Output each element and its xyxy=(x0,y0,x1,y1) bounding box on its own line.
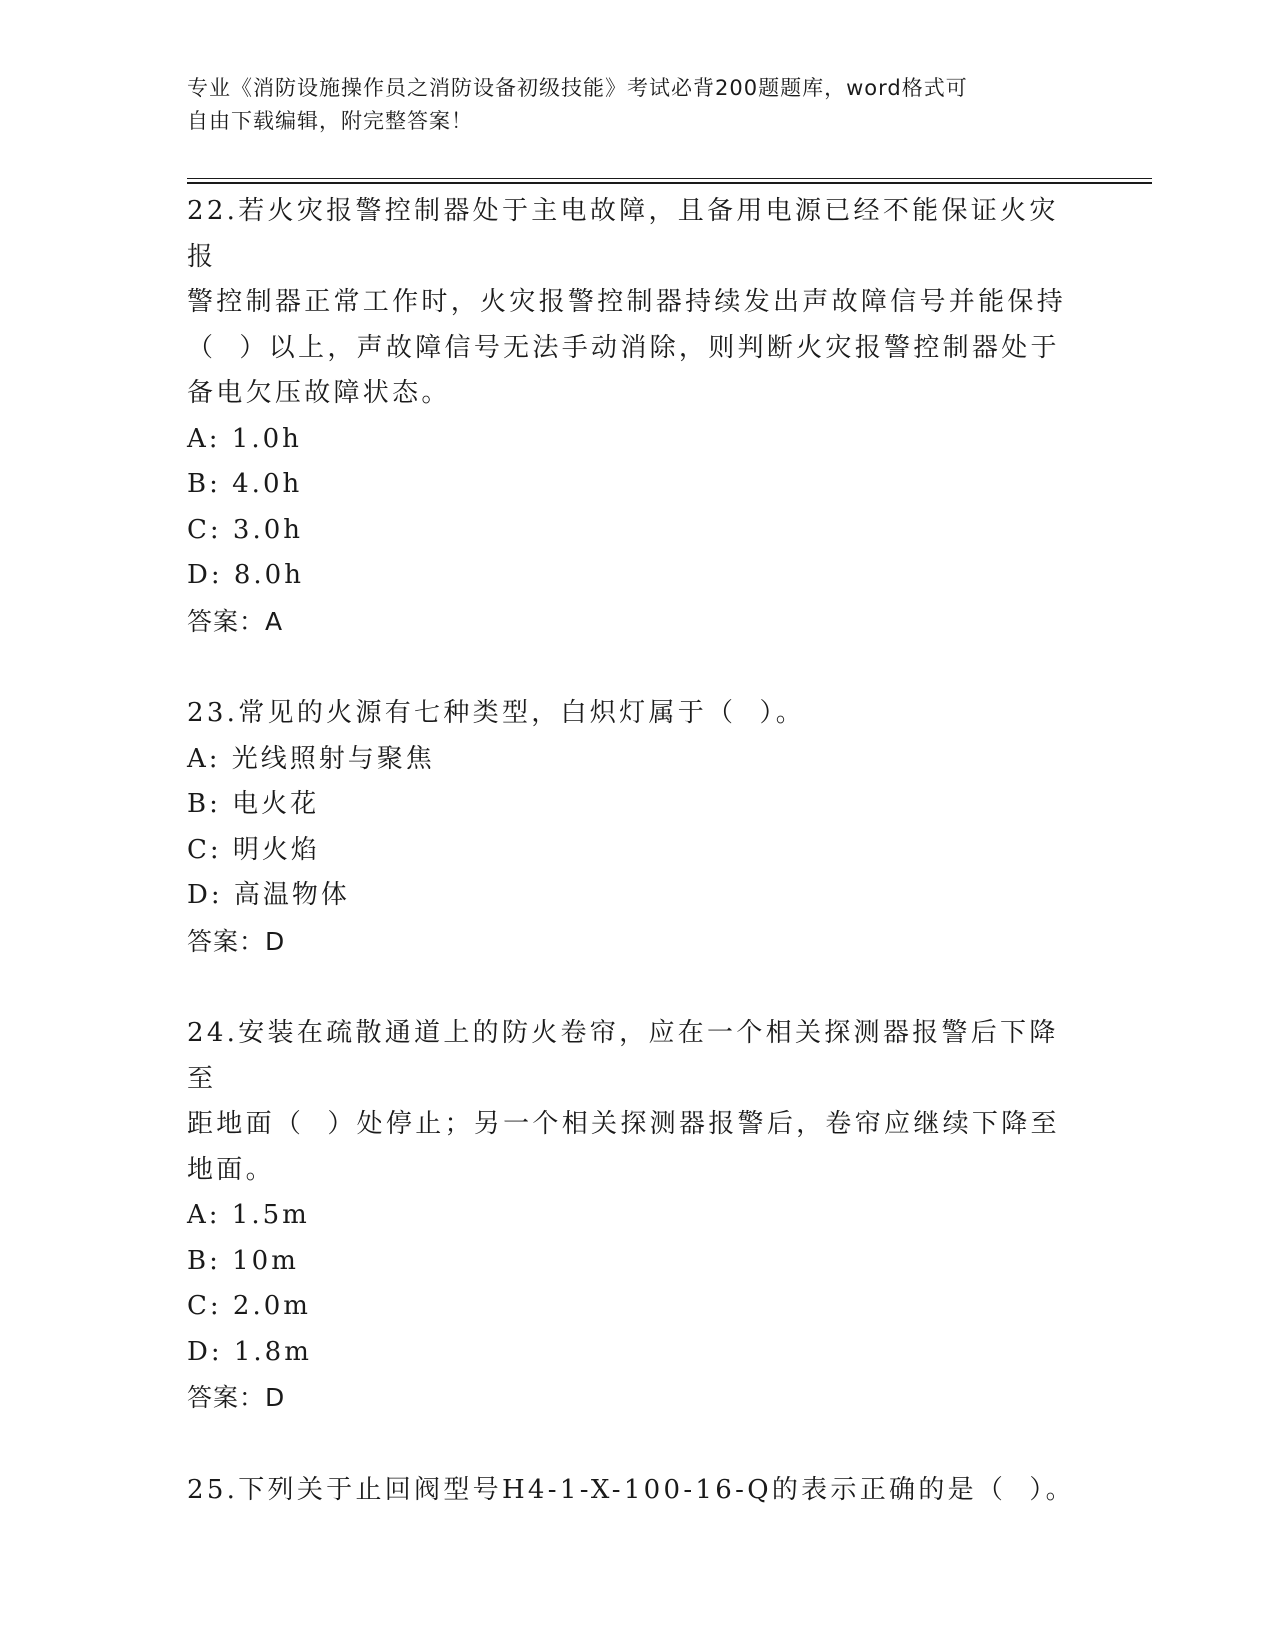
question-23-line-1: 23.常见的火源有七种类型，白炽灯属于（ ）。 xyxy=(187,698,806,728)
question-22-option-c: C: 3.0h xyxy=(187,514,304,545)
document-header xyxy=(187,72,1087,138)
question-22-option-d: D: 8.0h xyxy=(187,560,304,590)
question-23-option-b: B: 电火花 xyxy=(187,789,320,819)
question-24-line-1: 24.安装在疏散通道上的防火卷帘，应在一个相关探测器报警后下降至 xyxy=(187,1018,1059,1094)
question-24-option-b: B: 10m xyxy=(187,1245,299,1276)
question-24-option-d: D: 1.8m xyxy=(187,1336,312,1367)
question-22-answer: 答案：A xyxy=(187,606,284,636)
question-25 xyxy=(187,1468,1087,1514)
question-list xyxy=(187,189,1087,1513)
question-22-line-1: 22.若火灾报警控制器处于主电故障，且备用电源已经不能保证火灾报 xyxy=(187,196,1059,272)
question-24 xyxy=(187,1011,1087,1421)
question-23-option-a: A: 光线照射与聚焦 xyxy=(187,743,435,774)
question-24-answer: 答案：D xyxy=(187,1383,286,1412)
question-22-line-2: 警控制器正常工作时，火灾报警控制器持续发出声故障信号并能保持 xyxy=(187,287,1067,317)
question-23-answer: 答案：D xyxy=(187,926,286,956)
header-line-1: 专业《消防设施操作员之消防设备初级技能》考试必背200题题库，word格式可 xyxy=(187,76,968,100)
question-22 xyxy=(187,189,1087,644)
header-line-2: 自由下载编辑，附完整答案！ xyxy=(187,109,473,133)
question-23-option-d: D: 高温物体 xyxy=(187,880,350,910)
question-24-option-c: C: 2.0m xyxy=(187,1291,311,1321)
header-divider-thick xyxy=(187,182,1152,184)
header-divider-thin xyxy=(187,178,1152,179)
question-25-line-1: 25.下列关于止回阀型号H4-1-X-100-16-Q的表示正确的是（ ）。 xyxy=(187,1474,1075,1505)
question-24-option-a: A: 1.5m xyxy=(187,1200,310,1230)
question-22-option-b: B: 4.0h xyxy=(187,469,303,499)
question-22-option-a: A: 1.0h xyxy=(187,423,302,454)
question-24-line-3: 地面。 xyxy=(187,1154,275,1185)
question-23 xyxy=(187,691,1087,964)
question-22-line-4: 备电欠压故障状态。 xyxy=(187,378,451,408)
question-23-option-c: C: 明火焰 xyxy=(187,834,320,865)
question-24-line-2: 距地面（ ）处停止；另一个相关探测器报警后，卷帘应继续下降至 xyxy=(187,1109,1060,1139)
question-22-line-3: （ ）以上，声故障信号无法手动消除，则判断火灾报警控制器处于 xyxy=(187,332,1060,363)
